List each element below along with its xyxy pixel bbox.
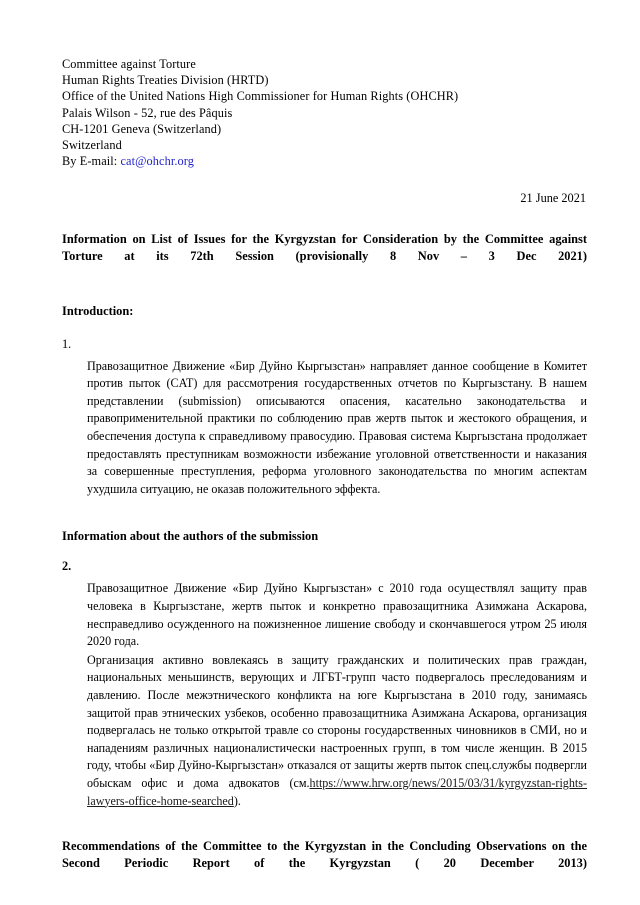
recipient-line-5: CH-1201 Geneva (Switzerland) <box>62 121 222 136</box>
recipient-email-line <box>62 153 587 169</box>
recipient-line-1: Committee against Torture <box>62 57 196 71</box>
recipient-line-3: Office of the United Nations High Commissioner for Human Rights (OHCHR) <box>62 89 459 104</box>
paragraph-1-text: Правозащитное Движение «Бир Дуйно Кыргызстан» направляет данное сообщение в Комитет против пыток (CAT) для рассмотрения государственных отчетов по Кыргызстану. В нашем представлении (submission) описываются опасения, касательно законодательства и правоприменительной практики по соблюдению прав жертв пыток и жестокого обращения, и обеспечения доступа к справедливому правосудию. Правовая система Кыргызстана продолжает предоставлять преступникам возможности избежание уголовной ответственности и наказания за совершенные преступления, реформа уголовного законодательства по многим аспектам ухудшила ситуацию, не оказав положительного эффекта. <box>87 358 587 496</box>
email-link[interactable]: cat@ohchr.org <box>120 154 195 169</box>
document-date: 21 June 2021 <box>520 191 586 206</box>
recipient-address-block <box>62 56 587 169</box>
heading-introduction: Introduction: <box>62 303 134 318</box>
heading-recommendations: Recommendations of the Committee to the Kyrgyzstan in the Concluding Observations on the Second Periodic Report of the Kyrgyzstan ( 20 December 2013) <box>62 839 587 870</box>
document-title: Information on List of Issues for the Kyrgyzstan for Consideration by the Committee against Torture at its 72th Session (provisionally 8 Nov – 3 Dec 2021) <box>62 232 587 263</box>
paragraph-2-body <box>87 580 587 810</box>
email-label: By E-mail: <box>62 154 121 169</box>
paragraph-2-text-before-link: Организация активно вовлекаясь в защиту гражданских и политических прав граждан, национальных меньшинств, верующих и ЛГБТ-групп часто подвергалось преследованиям и давлению. После межэтнического конфликта на юге Кыргызстана в 2010 году, занимаясь защитой прав этнических узбеков, особенно правозащитника Азимжана Аскарова, организация подвергалась не только открытой травле со стороны государственных чиновников в СМИ, но и нападениям различных националистически настроенных групп, в том числе женщин. В 2015 году, чтобы «Бир Дуйно-Кыргызстан» отказался от защиты жертв пыток спец.службы подвергли обыскам офис и дома адвокатов (см. <box>87 652 587 790</box>
paragraph-2-text-after-link: ). <box>233 793 241 808</box>
heading-authors: Information about the authors of the submission <box>62 529 319 544</box>
paragraph-2-text-part-2 <box>87 652 587 810</box>
paragraph-1-body <box>87 358 587 499</box>
recipient-line-6: Switzerland <box>62 138 122 153</box>
paragraph-2-text-part-1: Правозащитное Движение «Бир Дуйно Кыргызстан» с 2010 года осуществлял защиту прав человека в Кыргызстане, жертв пыток и конкретно правозащитника Азимжана Аскарова, несправедливо осужденного на пожизненное лишение свободу и скончавшегося утром 25 июля 2020 года. <box>87 581 587 649</box>
recipient-line-2: Human Rights Treaties Division (HRTD) <box>62 73 269 88</box>
paragraph-2-number: 2. <box>62 559 72 574</box>
paragraph-1-number: 1. <box>62 336 72 351</box>
hrw-article-link[interactable]: https://www.hrw.org/news/2015/03/31/kyrgyzstan-rights-lawyers-office-home-searched <box>87 775 587 808</box>
recipient-line-4: Palais Wilson - 52, rue des Pâquis <box>62 105 233 120</box>
